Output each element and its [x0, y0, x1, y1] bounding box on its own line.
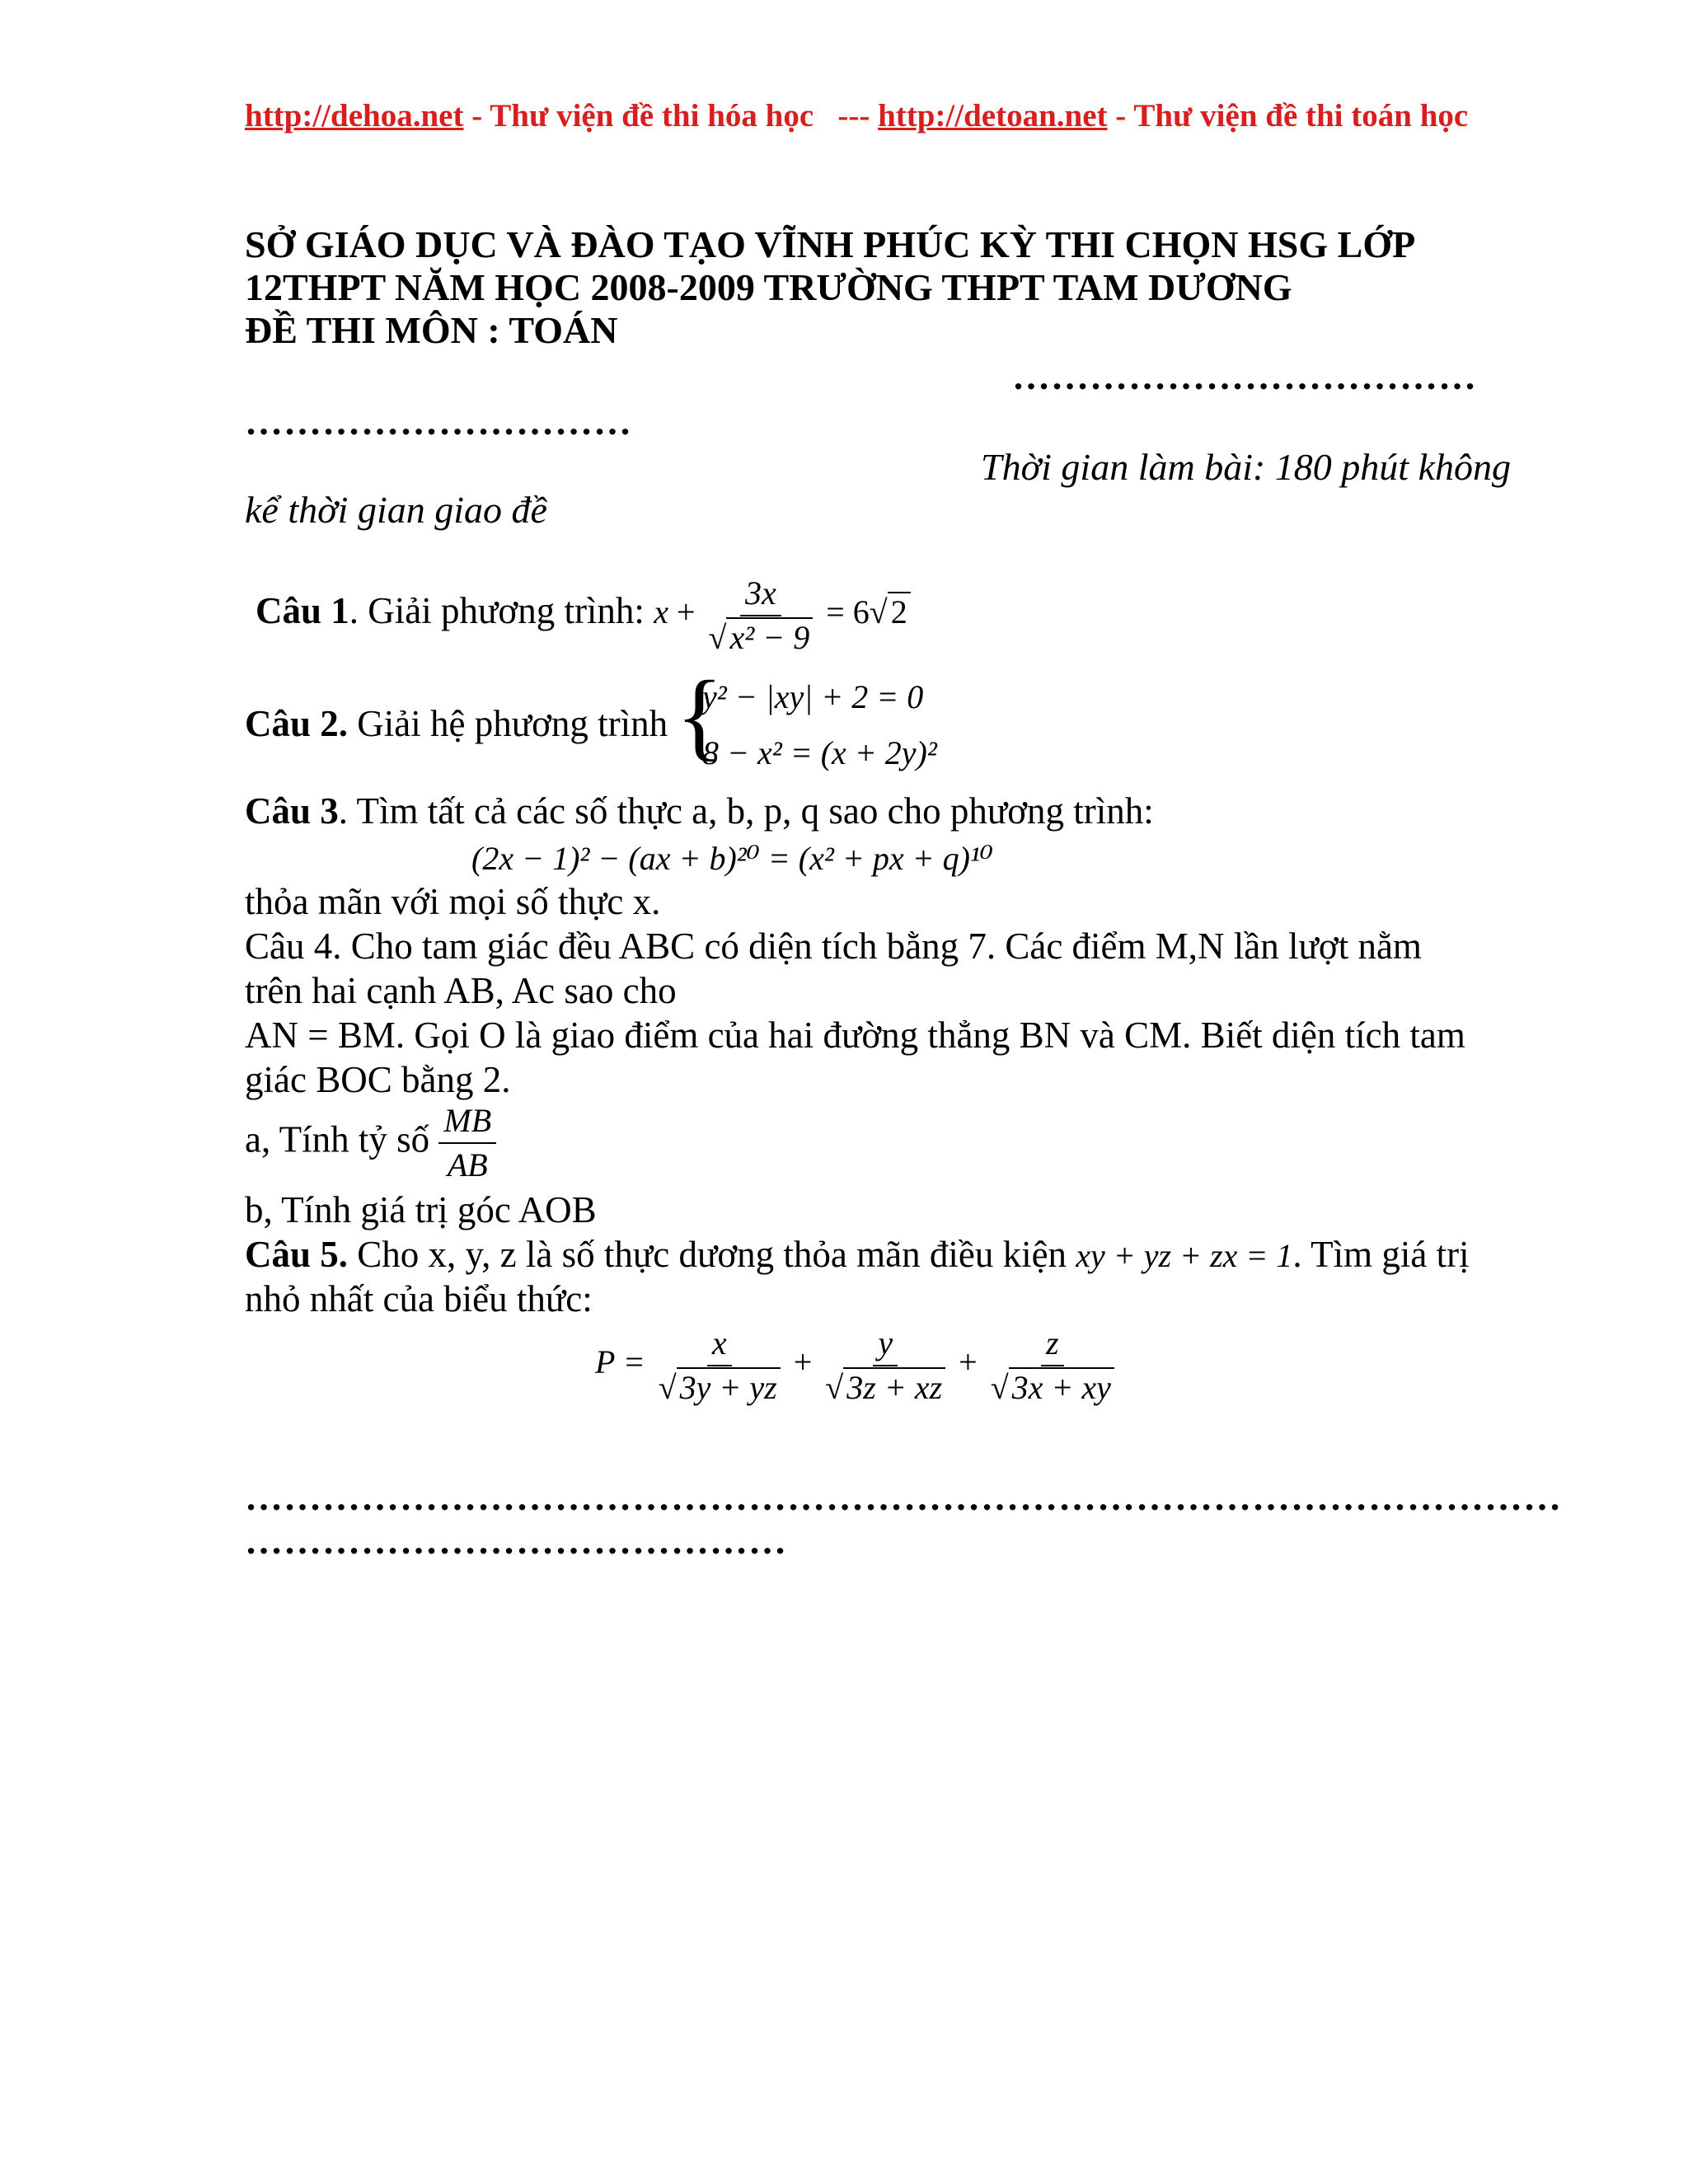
q5-label: Câu 5.	[245, 1234, 349, 1275]
q5-text-2: . Tìm giá trị	[1292, 1234, 1470, 1275]
dots-right: ………………………………	[1012, 355, 1477, 397]
title-line-3: ĐỀ THI MÔN : TOÁN	[245, 309, 618, 351]
q1-text: . Giải phương trình:	[349, 590, 654, 632]
q2-brace: {	[676, 660, 724, 770]
q4-a-text: a, Tính tỷ số	[245, 1118, 439, 1160]
q5-plus-2: +	[959, 1343, 978, 1381]
q4-line-1: Câu 4. Cho tam giác đều ABC có diện tích bằng 7. Các điểm M,N lần lượt nằm	[245, 926, 1422, 967]
q2-text: Giải hệ phương trình	[348, 703, 668, 744]
detoan-link[interactable]: http://detoan.net	[878, 98, 1108, 134]
q4-line-4: giác BOC bằng 2.	[245, 1059, 511, 1100]
q3-label: Câu 3	[245, 790, 339, 832]
q5-term-2: $\frac{y}{√ 3z + xz}$	[820, 1327, 950, 1404]
q1-label: Câu 1	[256, 590, 349, 632]
q5-line-2	[245, 1277, 593, 1320]
q1-denominator: x² − 9	[726, 617, 813, 656]
header-text-2: - Thư viện đề thi toán học	[1107, 98, 1469, 134]
q2-eq1: y² − |xy| + 2 = 0	[702, 678, 924, 715]
header-links	[245, 97, 1468, 134]
q1-fraction	[704, 574, 818, 656]
q4-denominator: AB	[447, 1146, 488, 1183]
dots-bottom-2: ……………………………………	[245, 1520, 787, 1562]
q2-label: Câu 2.	[245, 703, 349, 744]
question-1	[256, 574, 911, 656]
dots-bottom-1: …………………………………………………………………………………………	[245, 1476, 1562, 1518]
q4-line-3: AN = BM. Gọi O là giao điểm của hai đường thẳng BN và CM. Biết diện tích tam	[245, 1015, 1465, 1056]
dehoa-link[interactable]: http://dehoa.net	[245, 98, 464, 134]
question-2	[245, 702, 668, 745]
time-line-1: Thời gian làm bài: 180 phút không	[981, 446, 1511, 488]
q1-equation	[654, 574, 911, 656]
question-3	[245, 790, 1154, 832]
q5-term-1: $\frac{x}{√ 3y + yz}$	[654, 1327, 785, 1404]
q3-equation: (2x − 1)² − (ax + b)²⁰ = (x² + px + q)¹⁰	[471, 840, 993, 877]
header-text-1: - Thư viện đề thi hóa học ---	[463, 98, 879, 134]
q5-plus-1: +	[793, 1343, 813, 1381]
q1-sqrt: √ x² − 9	[709, 621, 814, 654]
q3-text: . Tìm tất cả các số thực a, b, p, q sao cho phương trình:	[338, 790, 1154, 832]
title-line-1: SỞ GIÁO DỤC VÀ ĐÀO TẠO VĨNH PHÚC KỲ THI CHỌN HSG LỚP	[245, 223, 1416, 265]
q4-line-2: trên hai cạnh AB, Ac sao cho	[245, 970, 677, 1011]
question-5	[245, 1233, 1470, 1276]
q4-fraction	[438, 1104, 496, 1182]
q1-equals: = 6	[826, 593, 870, 631]
q1-root2: √ 2	[870, 593, 911, 631]
q1-plus: +	[676, 593, 696, 631]
title-line-2: 12THPT NĂM HỌC 2008-2009 TRƯỜNG THPT TAM DƯƠNG	[245, 266, 1292, 308]
q5-expression	[595, 1324, 1119, 1406]
time-line-2: kể thời gian giao đề	[245, 489, 547, 531]
q5-term-3: $\frac{z}{√ 3x + xy}$	[986, 1327, 1119, 1404]
q3-after: thỏa mãn với mọi số thực x.	[245, 881, 661, 922]
dots-left: …………………………	[245, 401, 632, 443]
q5-line-2-text: nhỏ nhất của biểu thức:	[245, 1278, 593, 1319]
q2-eq2: 8 − x² = (x + 2y)²	[702, 734, 937, 771]
q5-P: P =	[595, 1343, 645, 1381]
q1-numerator: 3x	[740, 577, 781, 616]
q4-part-b: b, Tính giá trị góc AOB	[245, 1189, 597, 1230]
q5-condition: xy + yz + zx = 1	[1076, 1237, 1293, 1274]
q4-numerator: MB	[438, 1104, 496, 1144]
q5-text-1: Cho x, y, z là số thực dương thỏa mãn điều kiện	[348, 1234, 1076, 1275]
q4-part-a	[245, 1104, 496, 1182]
q1-x: x	[654, 593, 668, 631]
